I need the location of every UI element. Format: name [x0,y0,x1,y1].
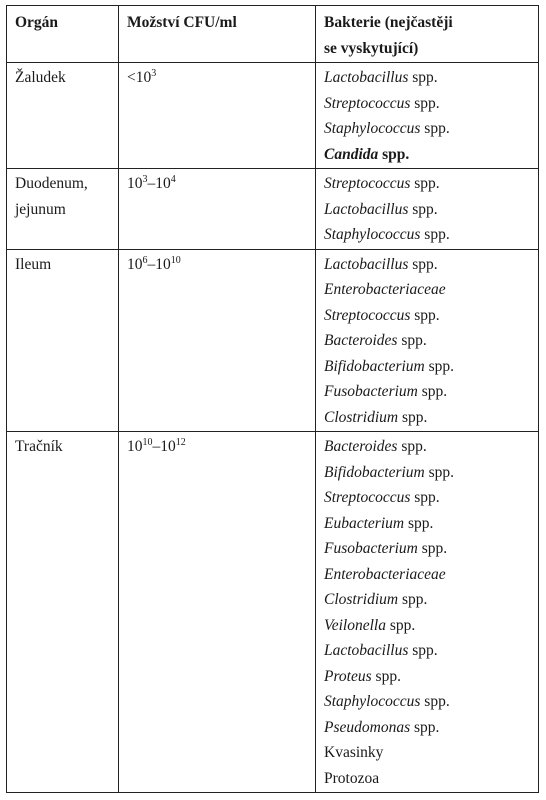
bacteria-name: Bifidobacterium [324,463,425,481]
header-cfu: Možství CFU/ml [119,6,316,63]
bacteria-cell [316,249,539,432]
bacteria-suffix: spp. [410,306,440,324]
bacteria-cell [316,432,539,793]
bacteria-name: Fusobacterium [324,383,418,400]
cfu-prefix: < [127,69,136,86]
bacteria-name: Lactobacillus [324,642,409,659]
bacteria-item [324,587,538,613]
bacteria-name: Lactobacillus [324,255,409,273]
bacteria-name: Staphylococcus [324,120,421,137]
header-bacteria [316,6,539,63]
organ-cell [7,63,119,169]
cfu-exponent: 3 [151,68,157,79]
table-row [7,432,539,793]
cfu-exponent: 10 [142,437,153,448]
cfu-base: 10 [127,255,143,273]
cfu-range-dash: – [147,175,156,192]
bacteria-name: Veilonella [324,616,386,634]
bacteria-name: Streptococcus [324,175,411,192]
bacteria-item [324,766,538,792]
cfu-value [127,171,315,197]
bacteria-item [324,613,538,639]
cfu-base: 10 [155,255,171,273]
cfu-base: 10 [135,69,152,86]
cfu-cell [119,249,316,432]
bacteria-item [324,222,538,248]
bacteria-name: Staphylococcus [324,693,421,710]
table-header-row [7,6,539,63]
cfu-base: 10 [127,175,143,192]
bacteria-suffix: spp. [410,718,440,736]
bacteria-item [324,434,538,460]
bacteria-suffix: spp. [424,463,455,481]
bacteria-suffix: spp. [408,642,438,659]
bacteria-item [324,405,538,431]
cfu-base: 10 [127,438,143,455]
bacteria-item [324,638,538,664]
bacteria-name: Fusobacterium [324,540,418,557]
bacteria-table [6,5,539,793]
header-organ: Orgán [7,6,119,63]
bacteria-name: Kvasinky [324,744,384,761]
organ-name: Duodenum, [15,175,88,192]
bacteria-suffix: spp. [420,693,450,710]
bacteria-item [324,664,538,690]
cfu-base: 10 [160,438,176,455]
header-bacteria-line-1: Bakterie (nejčastěji [324,14,453,31]
cfu-value [127,65,315,91]
organ-cell [7,169,119,250]
bacteria-suffix: spp. [371,667,401,685]
bacteria-item [324,740,538,766]
bacteria-item [324,91,538,117]
bacteria-cell [316,63,539,169]
bacteria-name: Enterobacteriaceae [324,565,446,583]
table-row [7,249,539,432]
bacteria-name: Streptococcus [324,489,411,506]
bacteria-name: Bacteroides [324,438,398,455]
bacteria-item [324,303,538,329]
bacteria-name: Streptococcus [324,306,411,324]
bacteria-name: Lactobacillus [324,200,409,218]
bacteria-name: Eubacterium [324,514,405,532]
bacteria-name: Protozoa [324,769,380,787]
cfu-exponent: 12 [175,437,186,448]
bacteria-suffix: spp. [410,94,440,112]
bacteria-suffix: spp. [417,540,448,557]
bacteria-item [324,536,538,562]
bacteria-item [324,460,538,486]
bacteria-name: Candida [324,145,379,163]
cfu-cell [119,63,316,169]
bacteria-suffix: spp. [417,383,448,400]
bacteria-suffix: spp. [397,438,427,455]
cfu-range-dash: – [152,438,161,455]
organ-name: Ileum [15,255,52,273]
bacteria-item [324,65,538,91]
organ-cell [7,249,119,432]
bacteria-suffix: spp. [408,200,438,218]
bacteria-suffix: spp. [398,591,428,608]
organ-name: Tračník [15,438,63,455]
header-bacteria-line-2: se vyskytující) [324,39,419,57]
bacteria-item [324,197,538,223]
bacteria-suffix: spp. [386,616,416,634]
bacteria-suffix: spp. [378,145,410,163]
bacteria-item [324,328,538,354]
organ-cell [7,432,119,793]
bacteria-cell [316,169,539,250]
bacteria-suffix: spp. [424,357,455,375]
cfu-cell [119,169,316,250]
cfu-exponent: 4 [170,174,176,185]
organ-name: jejunum [15,200,66,218]
bacteria-item [324,511,538,537]
bacteria-suffix: spp. [420,226,450,243]
bacteria-item [324,116,538,142]
cfu-exponent: 6 [142,254,148,266]
cfu-range-dash: – [147,255,156,273]
bacteria-item [324,562,538,588]
table-body [7,63,539,793]
cfu-cell [119,432,316,793]
bacteria-suffix: spp. [410,489,440,506]
cfu-base: 10 [155,175,171,192]
bacteria-name: Enterobacteriaceae [324,281,446,298]
bacteria-name: Clostridium [324,408,399,426]
bacteria-name: Pseudomonas [324,718,411,736]
table-row [7,63,539,169]
bacteria-suffix: spp. [398,408,428,426]
bacteria-name: Bifidobacterium [324,357,425,375]
bacteria-name: Lactobacillus [324,69,409,86]
cfu-value [127,434,315,460]
bacteria-suffix: spp. [410,175,440,192]
organ-name: Žaludek [15,69,66,86]
bacteria-item [324,252,538,278]
bacteria-item [324,354,538,380]
bacteria-item [324,142,538,168]
bacteria-suffix: spp. [397,332,427,349]
cfu-exponent: 10 [170,254,181,266]
bacteria-item [324,689,538,715]
table-row [7,169,539,250]
bacteria-name: Proteus [324,667,372,685]
bacteria-item [324,277,538,303]
cfu-value [127,252,315,278]
cfu-exponent: 3 [142,174,148,185]
bacteria-suffix: spp. [408,69,438,86]
bacteria-name: Bacteroides [324,332,398,349]
bacteria-item [324,715,538,741]
bacteria-item [324,171,538,197]
bacteria-suffix: spp. [420,120,450,137]
bacteria-item [324,485,538,511]
bacteria-name: Staphylococcus [324,226,421,243]
bacteria-suffix: spp. [408,255,438,273]
bacteria-name: Clostridium [324,591,399,608]
bacteria-item [324,379,538,405]
bacteria-name: Streptococcus [324,94,411,112]
bacteria-suffix: spp. [404,514,434,532]
